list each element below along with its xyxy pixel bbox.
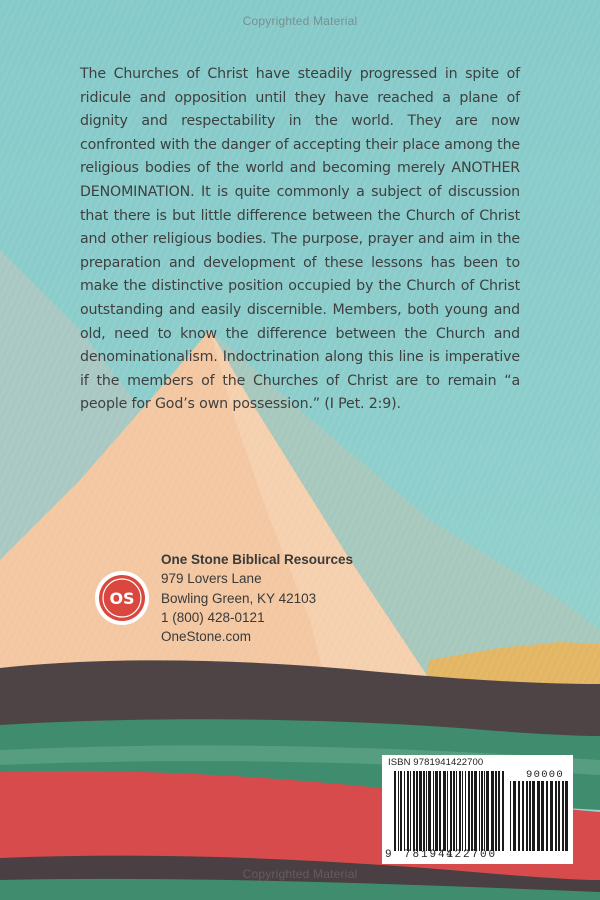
barcode-bar [479,771,480,851]
barcode-bar [450,771,452,851]
barcode-bar [404,771,405,851]
barcode-bar [398,771,399,851]
barcode-bar [407,771,409,851]
publisher-address-line2: Bowling Green, KY 42103 [161,590,317,606]
barcode-bar [518,781,520,851]
barcode-first-digit: 9 [385,849,392,861]
barcode-bar [459,771,461,851]
isbn-label: ISBN 9781941422700 [388,757,484,768]
barcode-bar [555,781,557,851]
barcode-bar [491,771,494,851]
barcode-bar [471,771,473,851]
barcode-bar [423,771,425,851]
barcode-bar [468,771,470,851]
barcode-bar [546,781,548,851]
isbn-barcode [382,755,573,864]
barcode-bar [565,781,568,851]
barcode-bar [495,771,497,851]
barcode-bar [394,771,396,851]
barcode-bar [532,781,535,851]
barcode-bar [526,781,528,851]
barcode-bar [435,771,438,851]
one-stone-logo-icon [92,568,152,628]
barcode-bar [462,771,463,851]
barcode-bar [410,771,411,851]
barcode-bar [474,771,477,851]
watermark-bottom: Copyrighted Material [242,867,358,881]
barcode-right-digits: 422700 [446,849,498,861]
barcode-bar [513,781,516,851]
barcode-bar [453,771,455,851]
barcode-bar [498,771,500,851]
barcode-bar [447,771,448,851]
barcode-bar [443,771,446,851]
barcode-bar [510,781,511,851]
barcode-bar [529,781,531,851]
publisher-phone: 1 (800) 428-0121 [161,609,265,625]
publisher-name: One Stone Biblical Resources [161,552,354,567]
barcode-bar [486,771,489,851]
publisher-website: OneStone.com [161,629,252,645]
barcode-bar [428,771,431,851]
barcode-bar [426,771,427,851]
price-code: 90000 [526,769,565,781]
publisher-address-line1: 979 Lovers Lane [161,571,262,587]
barcode-bar [413,771,415,851]
logo-letters: OS [109,589,135,608]
publisher-info [161,550,421,646]
barcode-bar [439,771,441,851]
barcode-bar [481,771,483,851]
barcode-bar [456,771,457,851]
barcode-bar [484,771,485,851]
barcode-bar [562,781,564,851]
watermark-top: Copyrighted Material [242,14,358,28]
barcode-bar [502,771,504,851]
barcode-bar [558,781,560,851]
back-cover-description: The Churches of Christ have steadily progressed in spite of ridicule and opposition until they have reached a plane of dignity and respectability in the world. They are now confronted with the danger of accepting their place among the religious bodies of the world and becoming merely ANOTHER DENOMINATION. It is quite commonly a subject of discussion that there is but little difference between the Church of Christ and other religious bodies. The purpose, prayer and aim in the preparation and development of these lessons has been to make the distinctive position occupied by the Church of Christ outstanding and easily discernible. Members, both young and old, need to know the difference between the Church and denominationalism. Indoctrination along this line is imperative if the members of the Churches of Christ are to remain “a people for God’s own possession.” (I Pet. 2:9). [80,66,520,413]
barcode-bar [400,771,402,851]
barcode-bar [465,771,466,851]
barcode-bar [433,771,434,851]
barcode-bar [550,781,553,851]
barcode-bar [419,771,422,851]
barcode-bar [541,781,544,851]
barcode-bar [522,781,524,851]
barcode-left-digits: 781941 [404,849,456,861]
barcode-bar [537,781,540,851]
barcode-bar [416,771,418,851]
